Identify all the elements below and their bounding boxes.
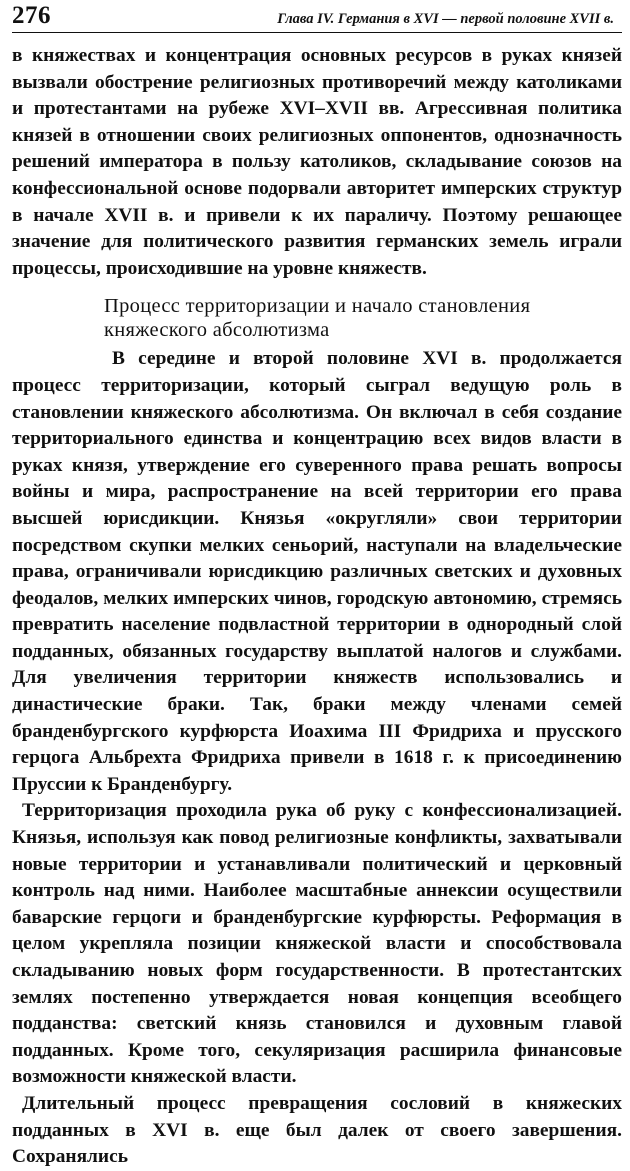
section-heading-line-1: Процесс территоризации и начало становления <box>104 295 531 318</box>
paragraph-confessionalization: Территоризация проходила рука об руку с конфессионализацией. Князья, используя как повод религиозные конфликты, захватывали новые территории и устанавливали политический и церковный контроль над ними. Наиболее масштабные аннексии осуществили баварские герцоги и бранденбургские курфюрсты. Реформация в целом укрепляла позиции княжеской власти и способствовала складыванию новых форм государственности. В протестантских землях постепенно утверждается новая концепция всеобщего подданства: светский князь становился и духовным главой подданных. Кроме того, секуляризация расширила финансовые возможности княжеской власти. <box>12 800 622 1088</box>
paragraph-continuation: в княжествах и концентрация основных ресурсов в руках князей вызвали обострение религиозных противоречий между католиками и протестантами на рубеже XVI–XVII вв. Агрессивная политика князей в отношении своих религиозных оппонентов, однозначность решений императора в пользу католиков, складывание союзов на конфессиональной основе подорвали авторитет имперских структур в начале XVII в. и привели к их параличу. Поэтому решающее значение для политического развития германских земель играли процессы, происходившие на уровне княжеств. <box>12 45 622 279</box>
running-title: Глава IV. Германия в XVI — первой половине XVII в. <box>277 11 614 27</box>
body-text <box>12 43 622 1171</box>
page-number: 276 <box>12 2 51 29</box>
paragraph-territorization: В середине и второй половине XVI в. продолжается процесс территоризации, который сыграл ведущую роль в становлении княжеского абсолютизма. Он включал в себя создание территориального единства и концентрацию всех видов власти в руках князя, утверждение его суверенного права решать вопросы войны и мира, распространение на всей территории его права высшей юрисдикции. Князья «округляли» свои территории посредством скупки мелких сеньорий, наступали на владельческие права, ограничивали юрисдикцию различных светских и духовных феодалов, мелких имперских чинов, городскую автономию, стремясь превратить население подвластной территории в однородный слой подданных, обязанных государству выплатой налогов и службами. Для увеличения территории княжеств использовались и династические браки. Так, браки между членами семей бранденбургского курфюрста Иоахима III Фридриха и прусского герцога Альбрехта Фридриха привели в 1618 г. к присоединению Пруссии к Бранденбургу. <box>12 348 622 795</box>
section-heading <box>104 294 622 342</box>
section-heading-line-2: княжеского абсолютизма <box>104 319 330 342</box>
paragraph-estates: Длительный процесс превращения сословий в княжеских подданных в XVI в. еще был далек от своего завершения. Сохранялись <box>12 1092 622 1168</box>
running-head <box>12 0 622 33</box>
